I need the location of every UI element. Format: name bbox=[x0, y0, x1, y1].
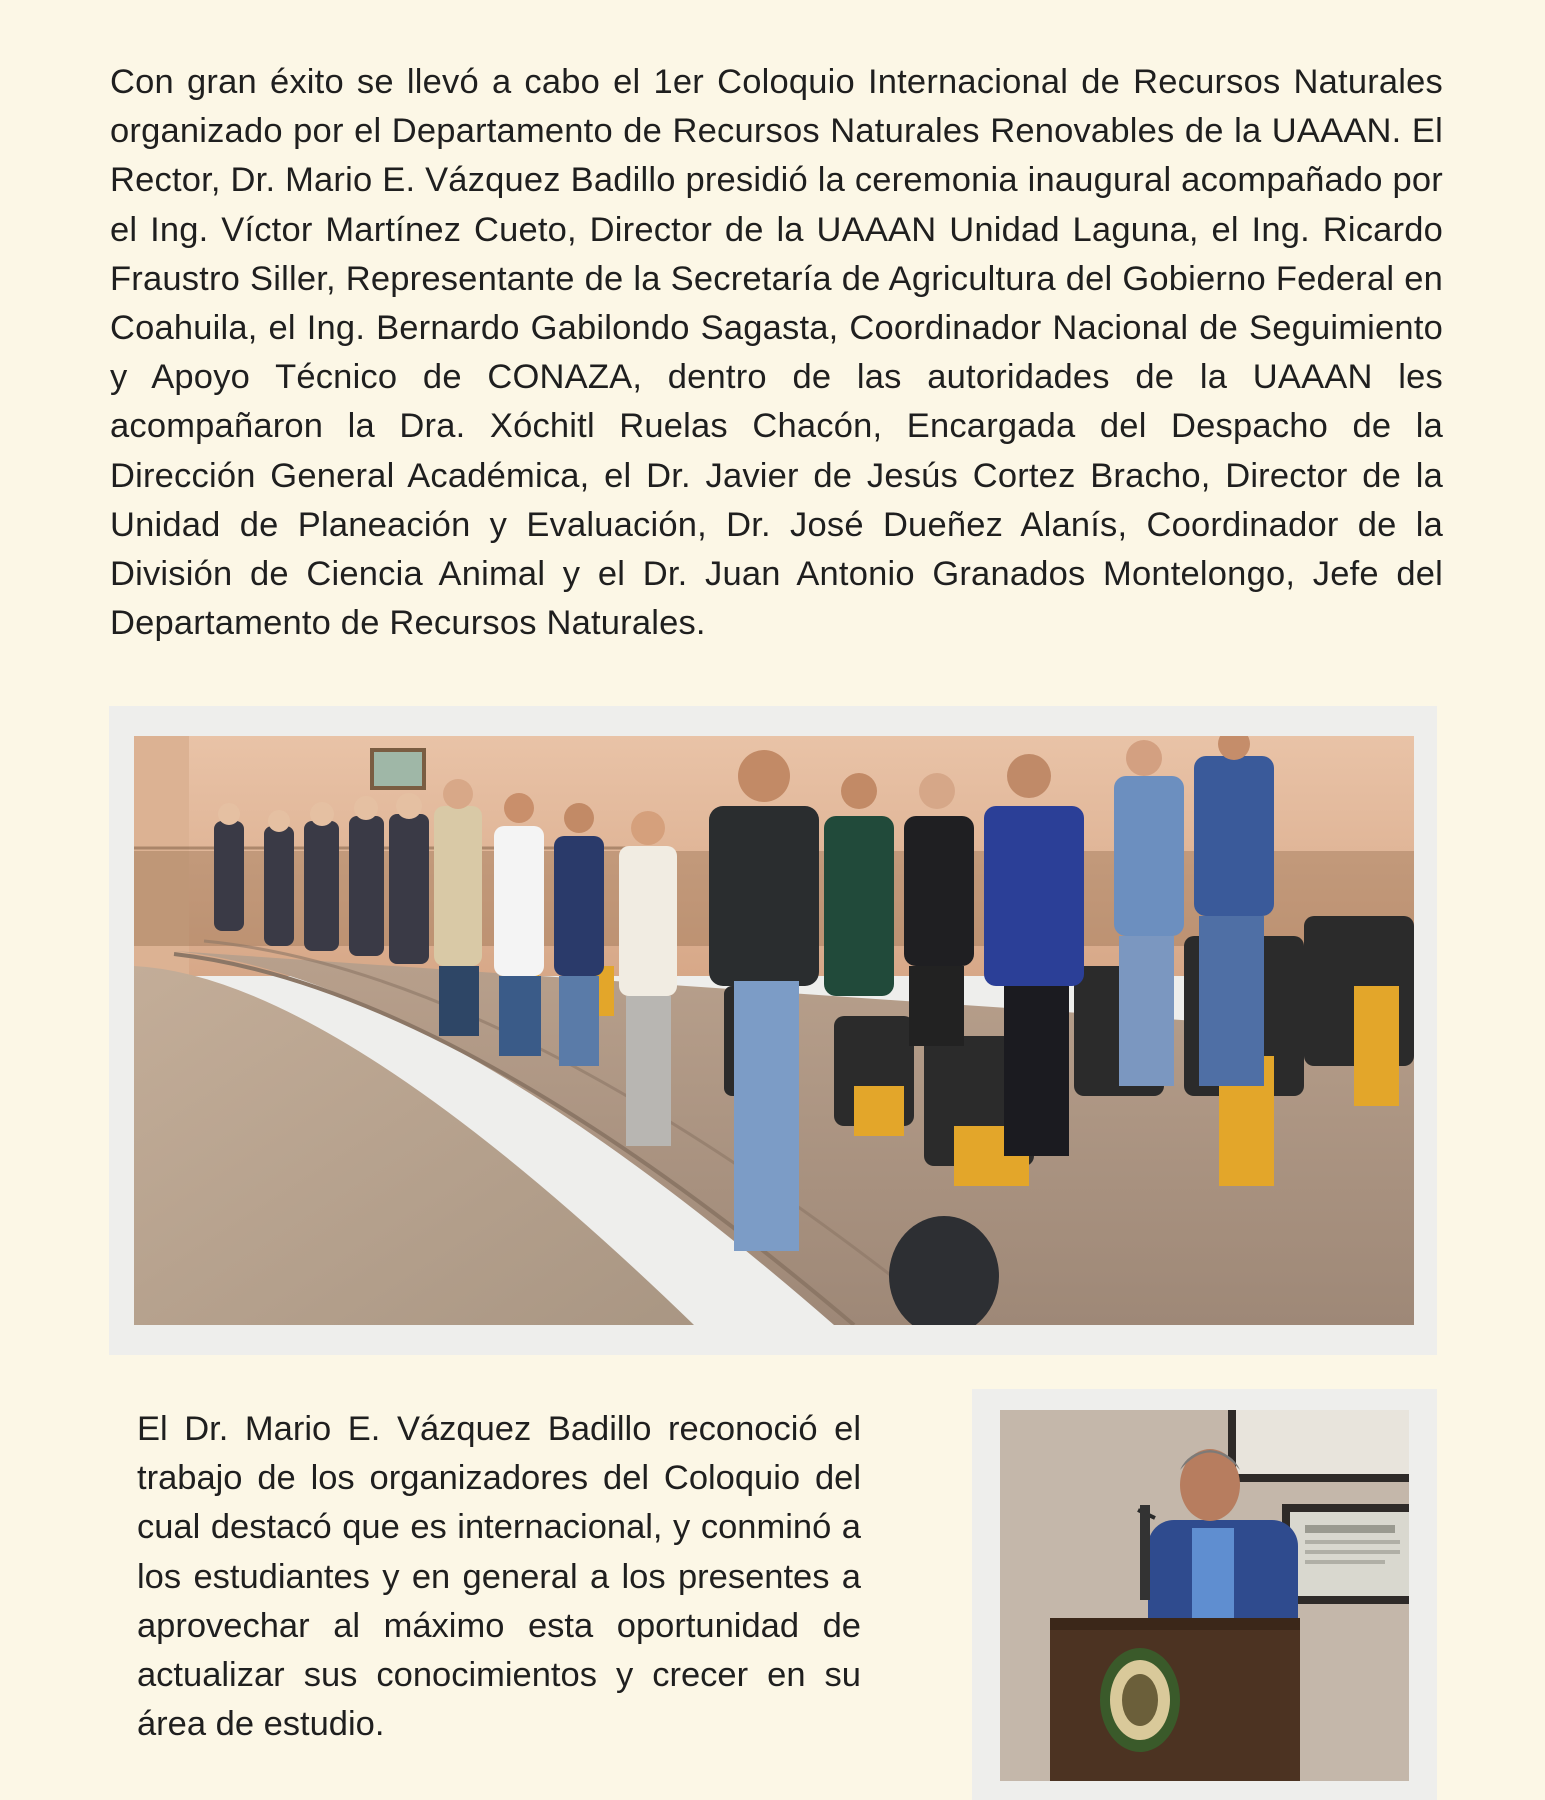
audience-photo-frame bbox=[109, 706, 1437, 1355]
audience-photo bbox=[134, 736, 1414, 1325]
speaker-photo-frame bbox=[972, 1389, 1437, 1800]
speaker-photo bbox=[1000, 1410, 1409, 1781]
intro-paragraph: Con gran éxito se llevó a cabo el 1er Coloquio Internacional de Recursos Naturales organizado por el Departamento de Recursos Naturales Renovables de la UAAAN. El Rector, Dr. Mario E. Vázquez Badillo presidió la ceremonia inaugural acompañado por el Ing. Víctor Martínez Cueto, Director de la UAAAN Unidad Laguna, el Ing. Ricardo Fraustro Siller, Representante de la Secretaría de Agricultura del Gobierno Federal en Coahuila, el Ing. Bernardo Gabilondo Sagasta, Coordinador Nacional de Seguimiento y Apoyo Técnico de CONAZA, dentro de las autoridades de la UAAAN les acompañaron la Dra. Xóchitl Ruelas Chacón, Encargada del Despacho de la Dirección General Académica, el Dr. Javier de Jesús Cortez Bracho, Director de la Unidad de Planeación y Evaluación, Dr. José Dueñez Alanís, Coordinador de la División de Ciencia Animal y el Dr. Juan Antonio Granados Montelongo, Jefe del Departamento de Recursos Naturales. bbox=[110, 63, 1443, 643]
second-paragraph: El Dr. Mario E. Vázquez Badillo reconoció el trabajo de los organizadores del Coloquio del cual destacó que es internacional, y conminó a los estudiantes y en general a los presentes a aprovechar al máximo esta oportunidad de actualizar sus conocimientos y crecer en su área de estudio. bbox=[137, 1410, 861, 1744]
